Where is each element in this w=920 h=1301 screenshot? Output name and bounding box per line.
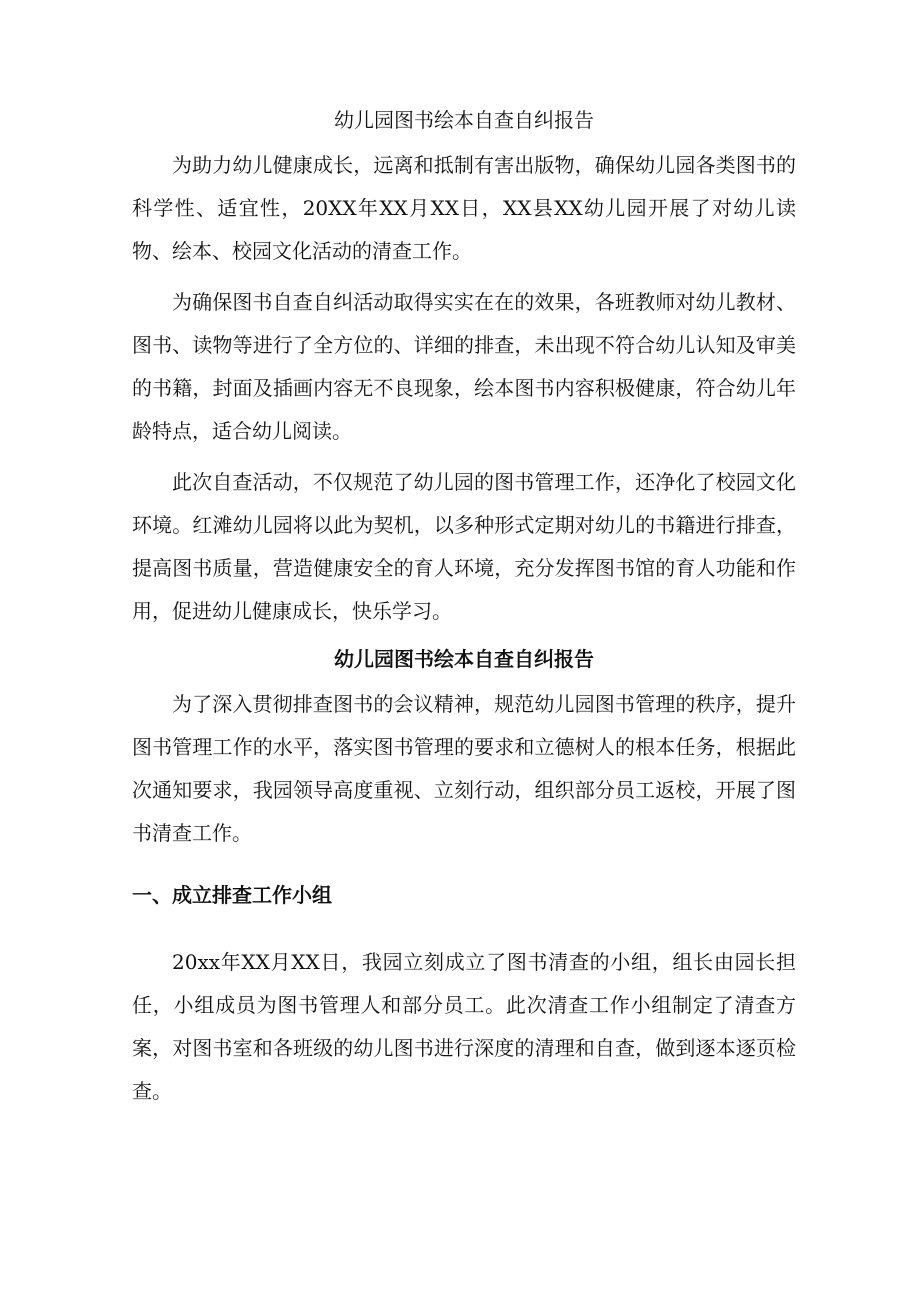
document-body xyxy=(132,104,796,1113)
spacer xyxy=(132,453,796,461)
report-title-1: 幼儿园图书绘本自查自纠报告 xyxy=(334,108,594,132)
spacer xyxy=(132,675,796,683)
paragraph: 此次自查活动，不仅规范了幼儿园的图书管理工作，还净化了校园文化环境。红滩幼儿园将以此为契机，以多种形式定期对幼儿的书籍进行排查，提高图书质量，营造健康安全的育人环境，充分发挥图书馆的育人功能和作用，促进幼儿健康成长，快乐学习。 xyxy=(132,470,796,623)
paragraph: 20xx年XX月XX日，我园立刻成立了图书清查的小组，组长由园长担任，小组成员为图书管理人和部分员工。此次清查工作小组制定了清查方案，对图书室和各班级的幼儿图书进行深度的清理和自查，做到逐本逐页检查。 xyxy=(132,950,796,1103)
paragraph: 为确保图书自查自纠活动取得实实在在的效果，各班教师对幼儿教材、图书、读物等进行了全方位的、详细的排查，未出现不符合幼儿认知及审美的书籍，封面及插画内容无不良现象，绘本图书内容积极健康，符合幼儿年龄特点，适合幼儿阅读。 xyxy=(132,290,796,443)
paragraph: 为助力幼儿健康成长，远离和抵制有害出版物，确保幼儿园各类图书的科学性、适宜性，20XX年XX月XX日，XX县XX幼儿园开展了对幼儿读物、绘本、校园文化活动的清查工作。 xyxy=(132,153,796,263)
spacer xyxy=(132,273,796,281)
paragraph: 为了深入贯彻排查图书的会议精神，规范幼儿园图书管理的秩序，提升图书管理工作的水平，落实图书管理的要求和立德树人的根本任务，根据此次通知要求，我园领导高度重视、立刻行动，组织部分员工返校，开展了图书清查工作。 xyxy=(132,692,796,845)
spacer xyxy=(132,911,796,941)
section-heading-1: 一、成立排查工作小组 xyxy=(132,883,332,907)
spacer xyxy=(132,855,796,879)
spacer xyxy=(132,633,796,643)
report-title-2: 幼儿园图书绘本自查自纠报告 xyxy=(334,647,594,671)
spacer xyxy=(132,136,796,144)
